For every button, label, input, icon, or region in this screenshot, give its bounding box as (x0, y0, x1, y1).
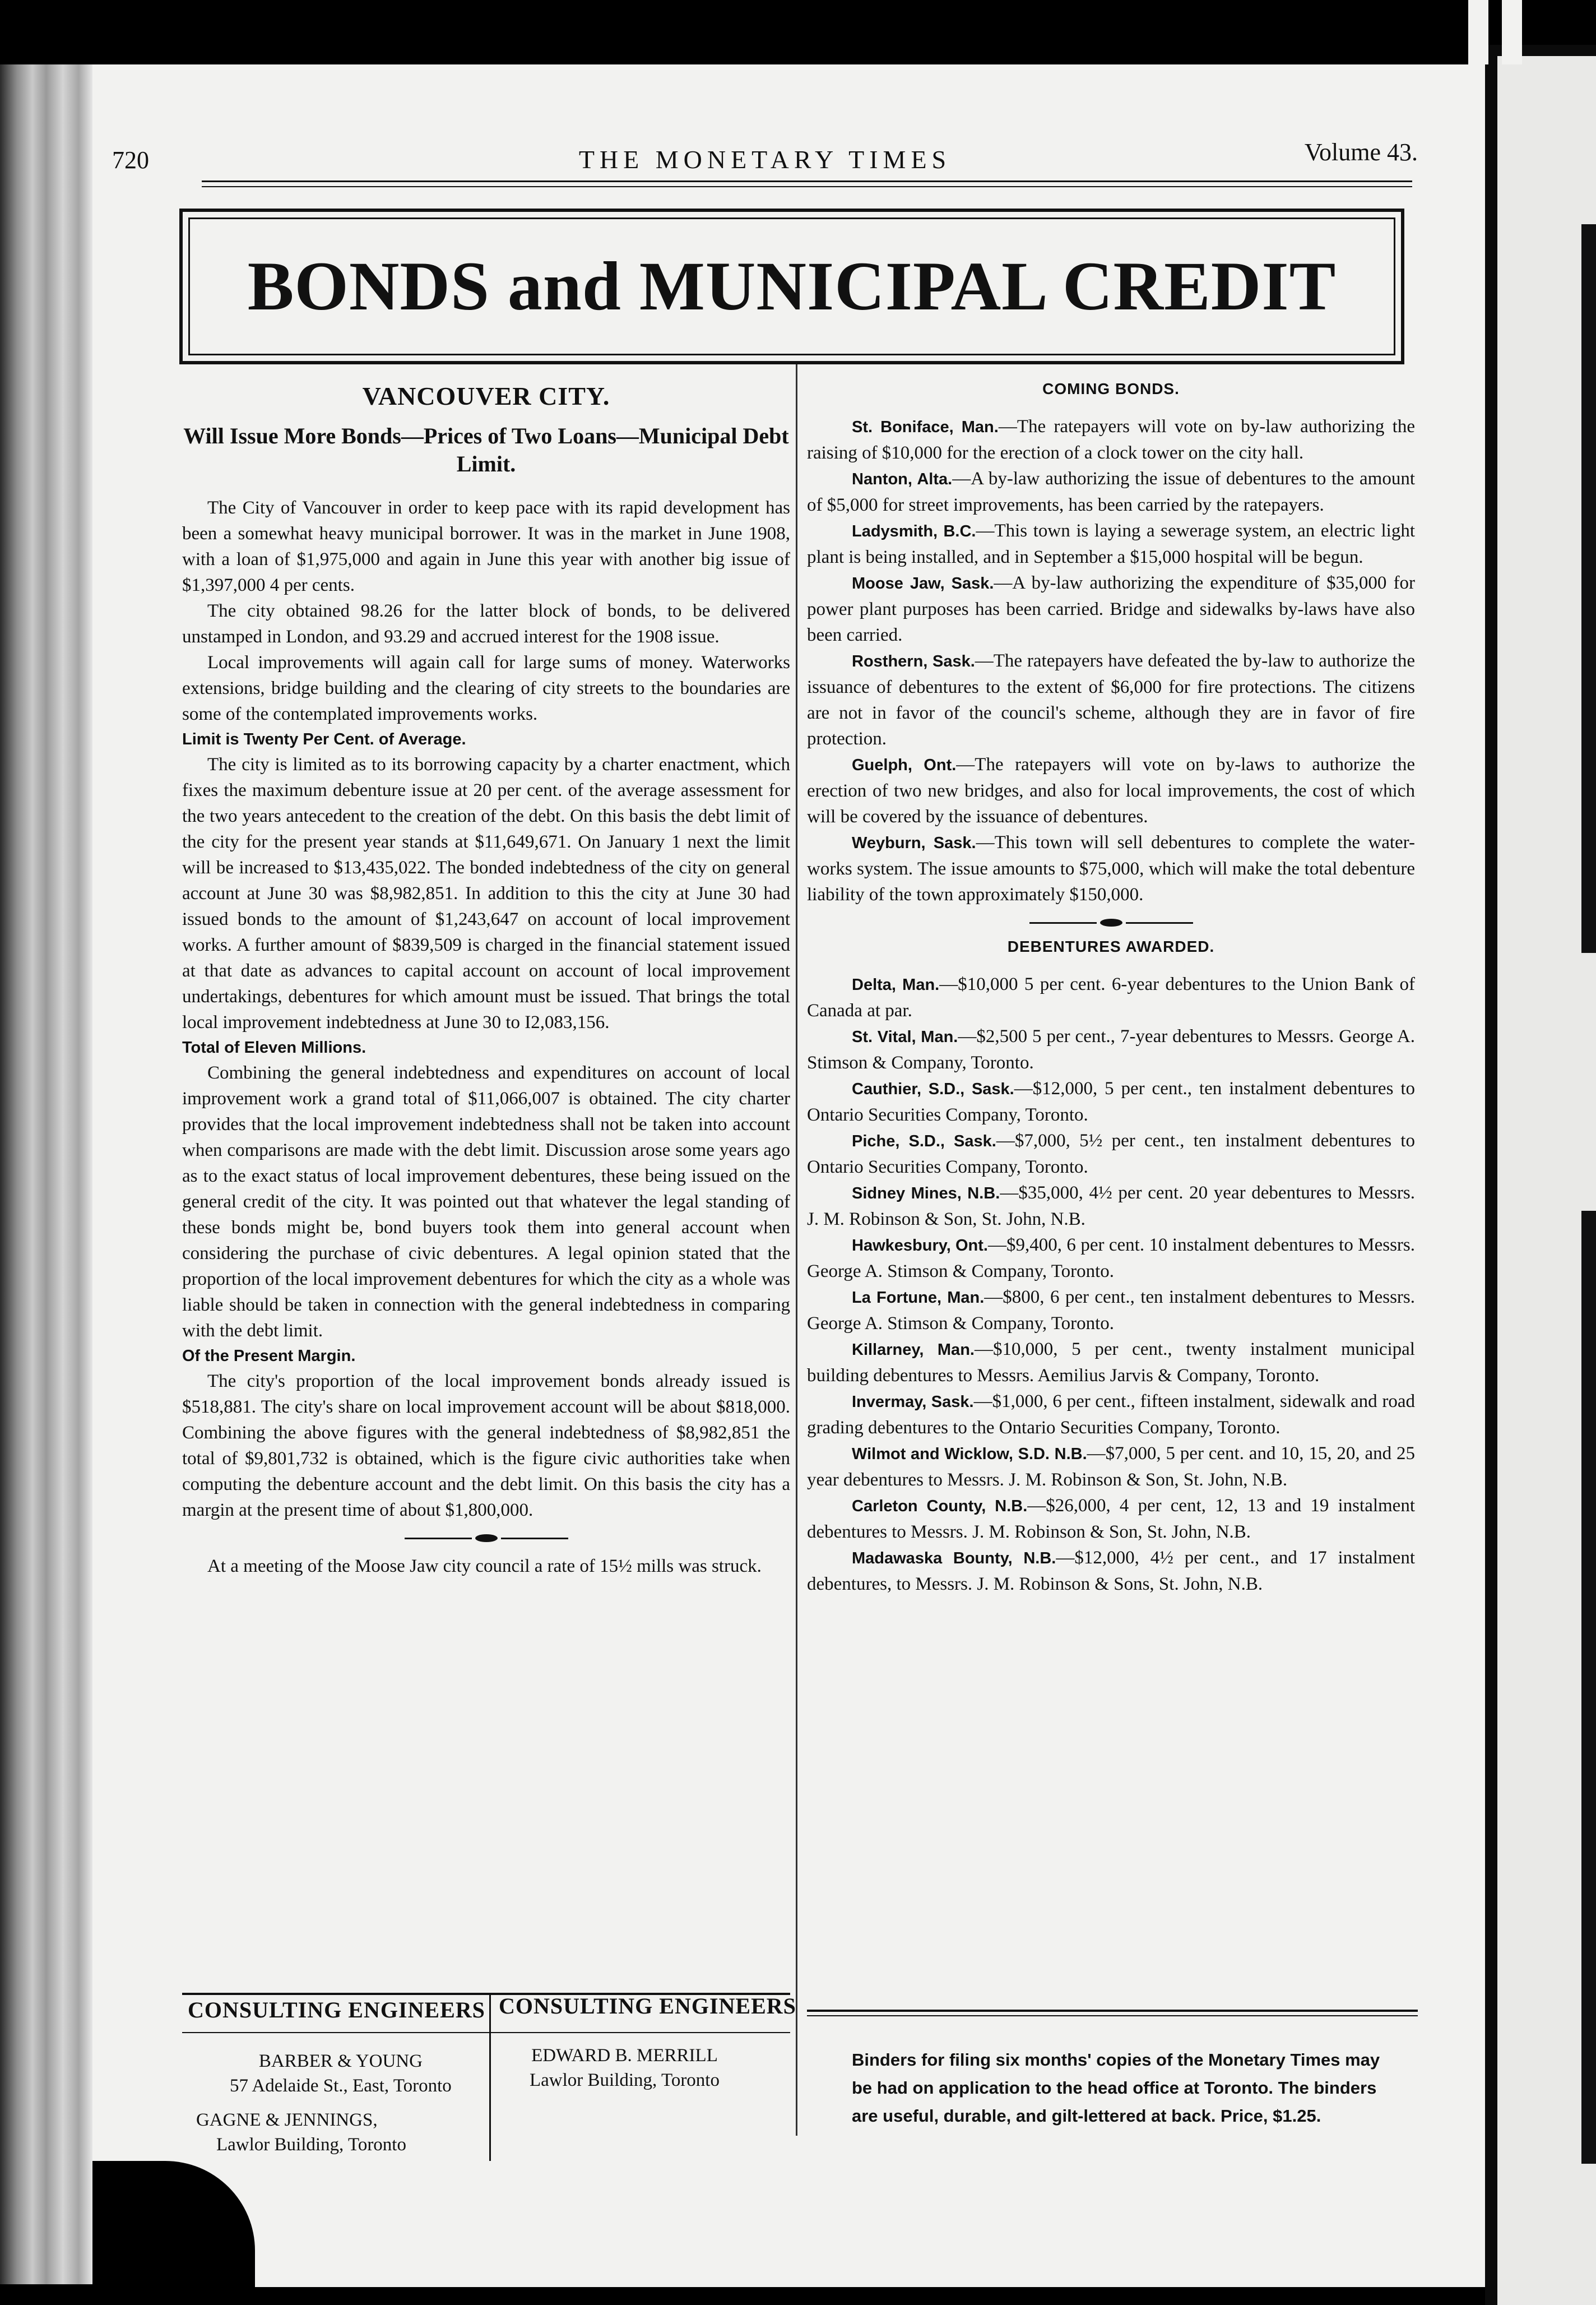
firm-address: 57 Adelaide St., East, Toronto (230, 2076, 452, 2096)
debentures-awarded-heading: DEBENTURES AWARDED. (1007, 938, 1215, 955)
item-text: —$12,000, 4½ per cent., and 17 instalment debentures, to Messrs. J. M. Robinson & Sons, St. John, N.B. (807, 1548, 1415, 1594)
scan-mark (1502, 0, 1522, 64)
left-column (182, 376, 790, 1579)
paragraph: Local improvements will again call for large sums of money. Waterworks extensions, bridge building and the clearing of city streets to the boundaries are some of the contemplated improvements works. (182, 652, 790, 724)
scan-mark (1468, 0, 1488, 64)
item-text: —$35,000, 4½ per cent. 20 year debentures to Messrs. J. M. Robinson & Son, St. John, N.B. (807, 1183, 1415, 1229)
item-place: Weyburn, Sask. (852, 834, 976, 852)
item-place: Carleton County, N.B. (852, 1497, 1028, 1515)
item-place: St. Vital, Man. (852, 1028, 958, 1046)
item-text: —$9,400, 6 per cent. 10 instalment debentures to Messrs. George A. Stimson & Company, Toronto. (807, 1235, 1415, 1281)
item-place: St. Boniface, Man. (852, 418, 999, 436)
item-text: —$10,000 5 per cent. 6-year debentures to the Union Bank of Canada at par. (807, 974, 1415, 1021)
running-head (112, 135, 1418, 185)
column-divider (796, 364, 797, 2136)
ad-left (188, 1997, 485, 2023)
list-item (807, 1441, 1415, 1493)
book-spine (0, 64, 92, 2284)
coming-bonds-heading: COMING BONDS. (1042, 380, 1180, 397)
item-place: Delta, Man. (852, 976, 940, 994)
list-item (807, 648, 1415, 752)
firm-address: Lawlor Building, Toronto (530, 2070, 720, 2090)
page-number: 720 (112, 146, 149, 174)
list-item (807, 1180, 1415, 1232)
debentures-awarded-list (807, 971, 1415, 1597)
paragraph: The city's proportion of the local improvement bonds already issued is $518,881. The city's share on local improvement account will be about $818,000. Combining the above figures with the general indebtedness of $8,982,851 the total of $9,801,732 is obtained, which is the figure civic authorities take when computing the debenture account and the debt limit. On this basis the city has a margin at the present time of about $1,800,000. (182, 1371, 790, 1520)
list-item (807, 1336, 1415, 1388)
ad-left-firm2 (196, 2108, 406, 2157)
ad-left-firms (230, 2049, 452, 2098)
item-text: —A by-law authorizing the issue of debentures to the amount of $5,000 for street improvements, has been carried by the ratepayers. (807, 469, 1415, 515)
item-text: —$12,000, 5 per cent., ten instalment debentures to Ontario Securities Company, Toronto. (807, 1079, 1415, 1125)
item-text: —$10,000, 5 per cent., twenty instalment municipal building debentures to Messrs. Aemilius Jarvis & Company, Toronto. (807, 1339, 1415, 1386)
list-item (807, 1388, 1415, 1441)
item-place: Killarney, Man. (852, 1341, 975, 1359)
item-place: Rosthern, Sask. (852, 652, 975, 670)
firm-address: Lawlor Building, Toronto (216, 2135, 406, 2155)
paragraph: Combining the general indebtedness and expenditures on account of local improvement work a grand total of $11,066,007 is obtained. The city charter provides that the local improvement indebtedness shall not be taken into account when comparisons are made with the debt limit. Discussion arose some years ago as to the exact status of local improvement debentures, these being issued on the general credit of the city. It was pointed out that whatever the legal standing of these bonds might be, bond buyers took them into general account when considering the purchase of civic debentures. A legal opinion stated that the proportion of the local improvement debentures for which the city as a whole was liable should be taken in connection with the general indebtedness in comparing with the debt limit. (182, 1063, 790, 1341)
ad-heading: CONSULTING ENGINEERS (499, 1993, 796, 2019)
item-text: —$26,000, 4 per cent, 12, 13 and 19 instalment debentures to Messrs. J. M. Robinson & Son, St. John, N.B. (807, 1496, 1415, 1542)
ad-right-firm (530, 2043, 720, 2093)
list-item (807, 1284, 1415, 1336)
item-text: —A by-law authorizing the expenditure of $35,000 for power plant purposes has been carried. Bridge and sidewalks by-laws have also been carried. (807, 573, 1415, 645)
item-place: Piche, S.D., Sask. (852, 1132, 996, 1150)
item-place: Wilmot and Wicklow, S.D. N.B. (852, 1445, 1087, 1463)
item-text: —$7,000, 5 per cent. and 10, 15, 20, and 25 year debentures to Messrs. J. M. Robinson & Son, St. John, N.B. (807, 1443, 1415, 1490)
item-place: Invermay, Sask. (852, 1393, 974, 1411)
ads-rule (182, 2032, 790, 2033)
list-item (807, 1128, 1415, 1180)
ad-right (499, 1993, 796, 2019)
item-text: —This town will sell debentures to complete the water-works system. The issue amounts to $75,000, which will make the total debenture liability of the town approximately $150,000. (807, 832, 1415, 905)
section-head: Total of Eleven Millions. (182, 1039, 366, 1057)
paragraph: The city is limited as to its borrowing capacity by a charter enactment, which fixes the maximum debenture issue at 20 per cent. of the average assessment for the two years antecedent to the creation of the debt. On this basis the debt limit of the city for the present year stands at $11,649,671. On January 1 next the limit will be increased to $13,435,022. The bonded indebtedness of the city on general account at June 30 was $8,982,851. In addition to this the city at June 30 had issued bonds to the amount of $1,243,647 on account of local improvement works. A further amount of $839,509 is charged in the financial statement issued at that date as advances to capital account on account of local improvement undertakings, debentures for which amount must be issued. That brings the total local improvement indebtedness at June 30 to I2,083,156. (182, 755, 790, 1033)
item-text: —The ratepayers will vote on by-laws to authorize the erection of two new bridges, and also for local improvements, the cost of which will be covered by the issuance of debentures. (807, 755, 1415, 827)
list-item (807, 1493, 1415, 1545)
facing-page-strip (1497, 56, 1596, 2305)
list-item (807, 1232, 1415, 1284)
list-item (807, 466, 1415, 518)
item-text: —The ratepayers have defeated the by-law to authorize the issuance of debentures to the extent of $6,000 for fire protections. The citizens are not in favor of the council's scheme, although they are in favor of fire protection. (807, 651, 1416, 749)
ornament-divider (182, 1533, 790, 1543)
item-text: —The ratepayers will vote on by-law authorizing the raising of $10,000 for the erection of a clock tower on the city hall. (807, 416, 1415, 463)
note-paragraph: At a meeting of the Moose Jaw city council a rate of 15½ mills was struck. (207, 1556, 762, 1576)
ads-divider (489, 1993, 491, 2161)
item-place: Cauthier, S.D., Sask. (852, 1080, 1014, 1098)
list-item (807, 971, 1415, 1024)
item-place: Guelph, Ont. (852, 756, 957, 774)
section-head: Of the Present Margin. (182, 1347, 356, 1365)
ad-heading: CONSULTING ENGINEERS (188, 1997, 485, 2022)
binders-rule (807, 2010, 1418, 2012)
list-item (807, 1545, 1415, 1597)
firm-name: BARBER & YOUNG (258, 2051, 423, 2071)
item-place: Ladysmith, B.C. (852, 522, 976, 540)
ornament-divider (807, 918, 1415, 928)
list-item (807, 1076, 1415, 1128)
header-rule (202, 180, 1412, 182)
journal-title: THE MONETARY TIMES (578, 145, 952, 174)
header-rule (202, 186, 1412, 187)
item-text: —$1,000, 6 per cent., fifteen instalment, sidewalk and road grading debentures to the Ontario Securities Company, Toronto. (807, 1391, 1415, 1438)
article-subtitle: Will Issue More Bonds—Prices of Two Loans—Municipal Debt Limit. (183, 423, 789, 476)
firm-name: EDWARD B. MERRILL (531, 2045, 718, 2066)
item-place: Sidney Mines, N.B. (852, 1184, 1000, 1202)
section-head: Limit is Twenty Per Cent. of Average. (182, 730, 466, 748)
item-text: —$2,500 5 per cent., 7-year debentures to Messrs. George A. Stimson & Company, Toronto. (807, 1026, 1416, 1073)
list-item (807, 414, 1415, 466)
list-item (807, 570, 1415, 648)
item-place: Moose Jaw, Sask. (852, 575, 994, 593)
volume-label: Volume 43. (1304, 138, 1418, 166)
item-place: Nanton, Alta. (852, 470, 953, 488)
paragraph: The City of Vancouver in order to keep pace with its rapid development has been a somewhat heavy municipal borrower. It was in the market in June 1908, with a loan of $1,975,000 and again in June this year with another big issue of $1,397,000 4 per cents. (182, 498, 790, 595)
item-text: —$7,000, 5½ per cent., ten instalment debentures to Ontario Securities Company, Toronto. (807, 1131, 1415, 1177)
binders-notice: Binders for filing six months' copies of the Monetary Times may be had on application to the head office at Toronto. The binders are useful, durable, and gilt-lettered at back. Price, $1.25. (852, 2050, 1380, 2126)
item-text: —$800, 6 per cent., ten instalment debentures to Messrs. George A. Stimson & Company, Toronto. (807, 1287, 1415, 1334)
binders-rule (807, 2015, 1418, 2016)
banner-title: BONDS and MUNICIPAL CREDIT (247, 248, 1337, 325)
item-text: —This town is laying a sewerage system, an electric light plant is being installed, and in September a $15,000 hospital will be begun. (807, 521, 1415, 567)
article-title: VANCOUVER CITY. (362, 382, 610, 410)
section-banner (179, 209, 1404, 364)
paragraph: The city obtained 98.26 for the latter block of bonds, to be delivered unstamped in London, and 93.29 and accrued interest for the 1908 issue. (182, 601, 790, 647)
list-item (807, 830, 1415, 908)
list-item (807, 518, 1415, 570)
list-item (807, 1024, 1415, 1076)
item-place: Madawaska Bounty, N.B. (852, 1549, 1056, 1567)
item-place: La Fortune, Man. (852, 1289, 985, 1307)
right-column (807, 376, 1415, 1597)
coming-bonds-list (807, 414, 1415, 908)
item-place: Hawkesbury, Ont. (852, 1237, 988, 1255)
list-item (807, 752, 1415, 830)
firm-name: GAGNE & JENNINGS, (196, 2110, 378, 2130)
